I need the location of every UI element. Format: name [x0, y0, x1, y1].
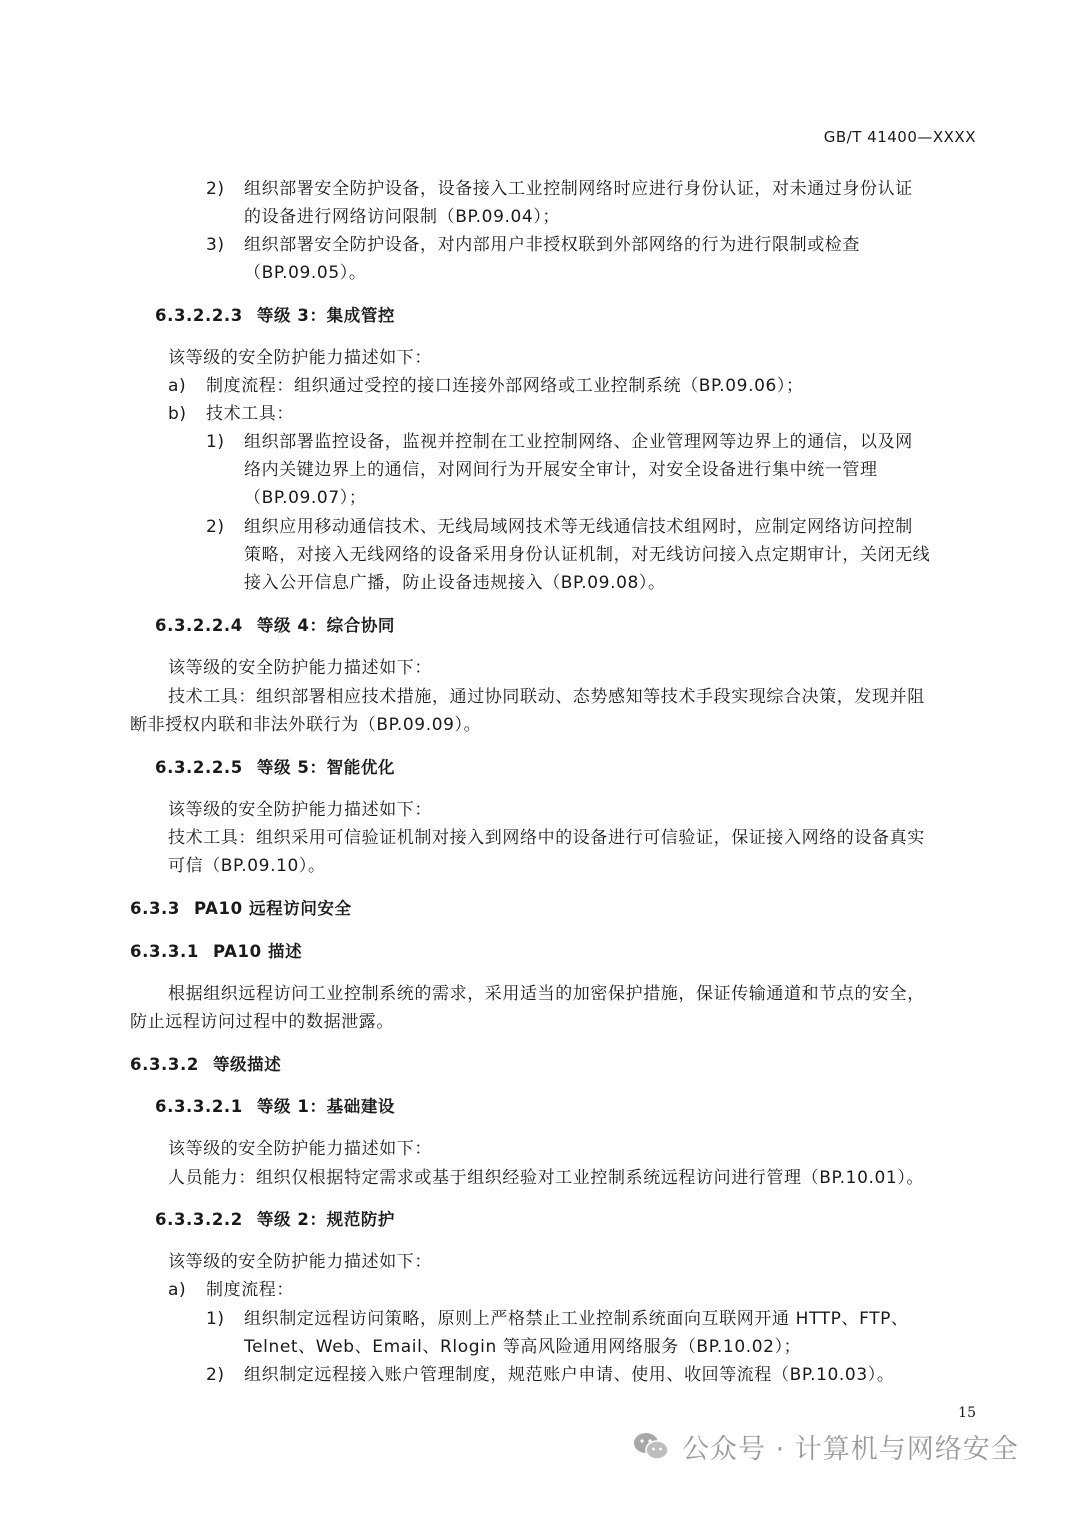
list-marker: 2) — [206, 179, 225, 199]
paragraph-line: 该等级的安全防护能力描述如下： — [168, 1252, 432, 1272]
paragraph-line: 该等级的安全防护能力描述如下： — [168, 800, 432, 820]
paragraph-text: 组织部署安全防护设备，对内部用户非授权联到外部网络的行为进行限制或检查 — [244, 235, 860, 255]
paragraph-line: 技术工具：组织部署相应技术措施，通过协同联动、态势感知等技术手段实现综合决策，发现并阻 — [168, 687, 925, 707]
section-title: PA10 远程访问安全 — [193, 899, 352, 918]
section-title: PA10 描述 — [212, 942, 303, 961]
watermark-text: 公众号 · 计算机与网络安全 — [682, 1433, 1019, 1465]
paragraph-line: （BP.09.05）。 — [244, 263, 367, 283]
paragraph-line: 人员能力：组织仅根据特定需求或基于组织经验对工业控制系统远程访问进行管理（BP.10.01）。 — [168, 1168, 925, 1188]
page-number: 15 — [958, 1405, 976, 1421]
section-number: 6.3.3.2 — [130, 1055, 199, 1074]
section-heading — [155, 1093, 395, 1121]
paragraph-line: Telnet、Web、Email、Rlogin 等高风险通用网络服务（BP.10.02）； — [244, 1337, 802, 1357]
document-id: GB/T 41400—XXXX — [823, 128, 976, 146]
list-item-2 — [206, 1361, 894, 1389]
section-number: 6.3.3.2.2 — [155, 1210, 243, 1229]
list-item-a — [168, 1276, 294, 1304]
paragraph-text: 技术工具： — [206, 404, 294, 424]
list-item-3 — [206, 231, 860, 259]
paragraph-text: 组织制定远程访问策略，原则上严格禁止工业控制系统面向互联网开通 HTTP、FTP、 — [244, 1309, 909, 1329]
section-number: 6.3.2.2.4 — [155, 616, 243, 635]
list-marker: 2) — [206, 1365, 225, 1385]
list-item-b — [168, 400, 294, 428]
paragraph-line: 技术工具：组织采用可信验证机制对接入到网络中的设备进行可信验证，保证接入网络的设备真实 — [168, 828, 925, 848]
section-heading — [155, 1206, 395, 1234]
watermark — [632, 1426, 1019, 1466]
paragraph-text: 组织制定远程接入账户管理制度，规范账户申请、使用、收回等流程（BP.10.03）。 — [244, 1365, 895, 1385]
paragraph-line: 断非授权内联和非法外联行为（BP.09.09）。 — [130, 715, 482, 735]
paragraph-line: 接入公开信息广播，防止设备违规接入（BP.09.08）。 — [244, 573, 666, 593]
paragraph-text: 组织部署监控设备，监视并控制在工业控制网络、企业管理网等边界上的通信，以及网 — [244, 432, 913, 452]
section-heading — [130, 1051, 281, 1079]
section-heading — [130, 938, 302, 966]
wechat-icon — [632, 1431, 670, 1461]
paragraph-line: 络内关键边界上的通信，对网间行为开展安全审计，对安全设备进行集中统一管理 — [244, 460, 878, 480]
list-item-1 — [206, 1305, 909, 1333]
section-number: 6.3.3 — [130, 899, 180, 918]
paragraph-line: 的设备进行网络访问限制（BP.09.04）； — [244, 207, 561, 227]
section-heading — [155, 612, 395, 640]
list-marker: 3) — [206, 235, 225, 255]
list-marker: 1) — [206, 1309, 225, 1329]
list-item-2 — [206, 175, 913, 203]
list-item-2 — [206, 513, 913, 541]
section-title: 等级 2：规范防护 — [256, 1210, 396, 1229]
list-marker: a) — [168, 376, 187, 396]
paragraph-line: 防止远程访问过程中的数据泄露。 — [130, 1012, 394, 1032]
paragraph-text: 制度流程：组织通过受控的接口连接外部网络或工业控制系统（BP.09.06）； — [206, 376, 804, 396]
list-marker: 1) — [206, 432, 225, 452]
paragraph-line: 可信（BP.09.10）。 — [168, 856, 326, 876]
list-marker: 2) — [206, 517, 225, 537]
paragraph-text: 制度流程： — [206, 1280, 294, 1300]
section-heading — [130, 895, 352, 923]
section-title: 等级描述 — [212, 1055, 282, 1074]
paragraph-line: 该等级的安全防护能力描述如下： — [168, 1139, 432, 1159]
section-title: 等级 1：基础建设 — [256, 1097, 396, 1116]
paragraph-line: 策略，对接入无线网络的设备采用身份认证机制，对无线访问接入点定期审计，关闭无线 — [244, 545, 931, 565]
list-marker: b) — [168, 404, 187, 424]
section-number: 6.3.2.2.5 — [155, 758, 243, 777]
list-item-1 — [206, 428, 913, 456]
section-number: 6.3.2.2.3 — [155, 306, 243, 325]
list-marker: a) — [168, 1280, 187, 1300]
paragraph-line: （BP.09.07）； — [244, 488, 367, 508]
section-title: 等级 4：综合协同 — [256, 616, 396, 635]
paragraph-line: 根据组织远程访问工业控制系统的需求，采用适当的加密保护措施，保证传输通道和节点的安全， — [168, 984, 925, 1004]
paragraph-text: 组织部署安全防护设备，设备接入工业控制网络时应进行身份认证，对未通过身份认证 — [244, 179, 913, 199]
section-heading — [155, 302, 395, 330]
paragraph-text: 组织应用移动通信技术、无线局域网技术等无线通信技术组网时，应制定网络访问控制 — [244, 517, 913, 537]
section-number: 6.3.3.2.1 — [155, 1097, 243, 1116]
section-title: 等级 3：集成管控 — [256, 306, 396, 325]
paragraph-line: 该等级的安全防护能力描述如下： — [168, 658, 432, 678]
section-heading — [155, 754, 395, 782]
section-title: 等级 5：智能优化 — [256, 758, 396, 777]
section-number: 6.3.3.1 — [130, 942, 199, 961]
paragraph-line: 该等级的安全防护能力描述如下： — [168, 348, 432, 368]
list-item-a — [168, 372, 804, 400]
